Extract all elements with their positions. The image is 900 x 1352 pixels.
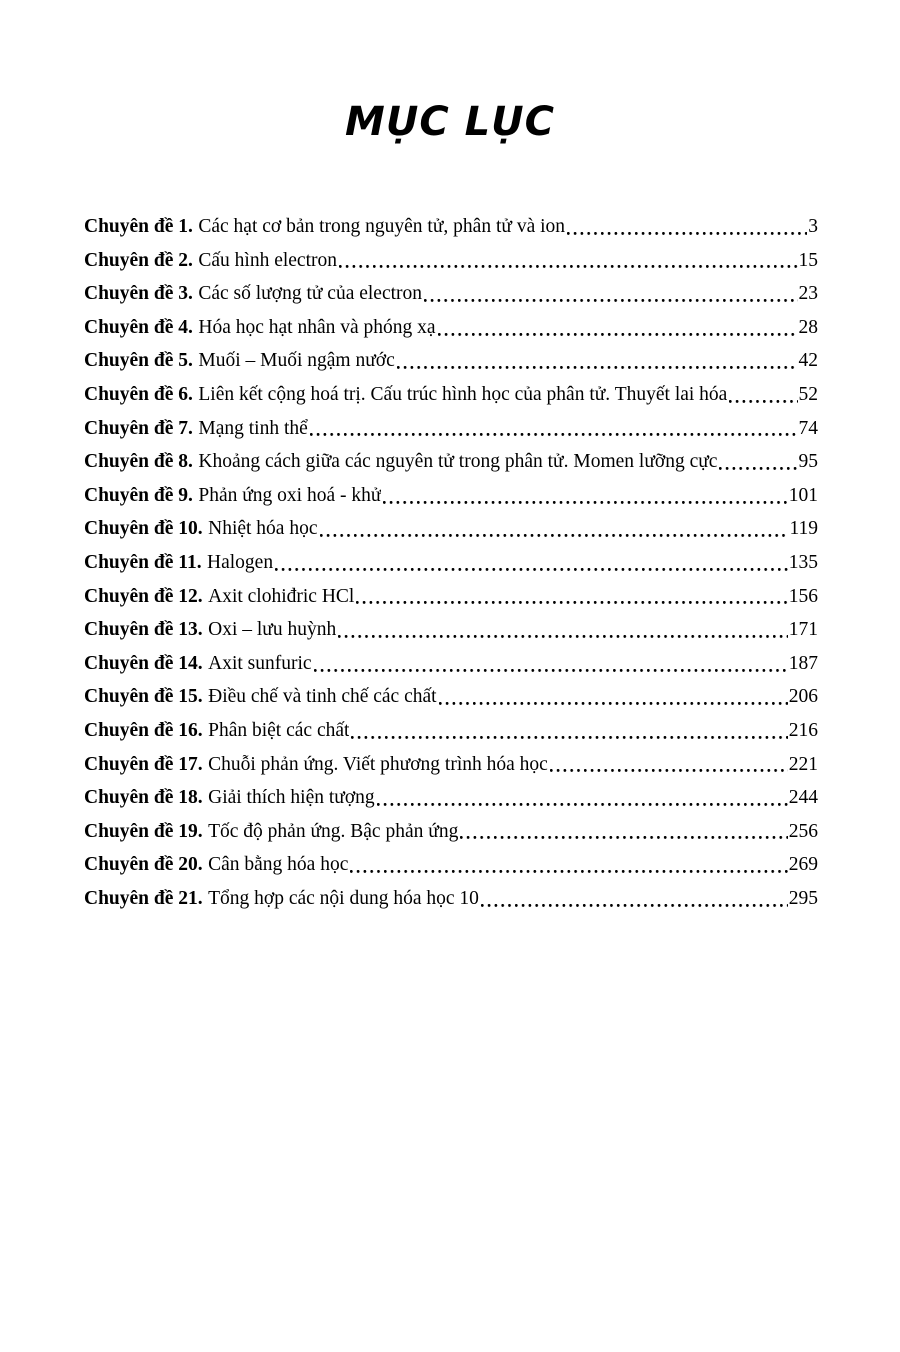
- toc-entry-title: Phản ứng oxi hoá - khử: [198, 484, 382, 506]
- toc-entry-label: Chuyên đề 21.: [84, 887, 203, 909]
- toc-entry-page: 15: [798, 249, 818, 271]
- toc-entry-label: Chuyên đề 12.: [84, 585, 203, 607]
- toc-entry-title: Axit clohiđric HCl: [208, 585, 355, 607]
- toc-entry-label: Chuyên đề 16.: [84, 719, 203, 741]
- toc-entry[interactable]: [84, 781, 818, 815]
- toc-entry-page: 156: [788, 585, 818, 607]
- toc-entry-title: Giải thích hiện tượng: [208, 787, 375, 809]
- toc-entry-label: Chuyên đề 8.: [84, 451, 193, 473]
- toc-entry-label: Chuyên đề 14.: [84, 652, 203, 674]
- dot-leader-icon: [424, 277, 797, 311]
- dot-leader-icon: [439, 680, 788, 714]
- toc-entry[interactable]: [84, 210, 818, 244]
- toc-entry[interactable]: [84, 580, 818, 614]
- toc-entry-page: 119: [789, 518, 818, 540]
- toc-entry[interactable]: [84, 815, 818, 849]
- toc-entry-label: Chuyên đề 2.: [84, 249, 193, 271]
- toc-entry-label: Chuyên đề 20.: [84, 854, 203, 876]
- toc-entry-label: Chuyên đề 17.: [84, 753, 203, 775]
- toc-entry-label: Chuyên đề 4.: [84, 316, 193, 338]
- dot-leader-icon: [550, 748, 788, 782]
- toc-entry-title: Axit sunfuric: [208, 652, 312, 674]
- toc-entry-page: 95: [798, 451, 818, 473]
- toc-entry-title: Khoảng cách giữa các nguyên tử trong phân tử. Momen lưỡng cực: [198, 451, 718, 473]
- toc-entry[interactable]: [84, 479, 818, 513]
- toc-entry-page: 171: [788, 619, 818, 641]
- toc-entry[interactable]: [84, 311, 818, 345]
- toc-entry[interactable]: [84, 445, 818, 479]
- toc-entry[interactable]: [84, 277, 818, 311]
- dot-leader-icon: [460, 815, 787, 849]
- toc-entry-page: 256: [788, 820, 818, 842]
- toc-entry-title: Halogen: [207, 551, 274, 573]
- toc-entry-label: Chuyên đề 18.: [84, 787, 203, 809]
- toc-entry[interactable]: [84, 882, 818, 916]
- toc-entry[interactable]: [84, 748, 818, 782]
- toc-entry-page: 3: [808, 216, 818, 237]
- toc-entry-label: Chuyên đề 6.: [84, 383, 193, 405]
- dot-leader-icon: [275, 546, 788, 580]
- toc-entry-page: 244: [788, 787, 818, 809]
- toc-entry-page: 42: [798, 350, 818, 372]
- toc-entry[interactable]: [84, 244, 818, 278]
- toc-entry-title: Mạng tinh thể: [198, 417, 308, 439]
- toc-entry[interactable]: [84, 378, 818, 412]
- toc-entry-title: Cấu hình electron: [198, 249, 337, 271]
- toc-entry[interactable]: [84, 680, 818, 714]
- toc-entry-page: 74: [798, 417, 818, 439]
- table-of-contents: [84, 210, 818, 915]
- toc-entry-page: 101: [788, 484, 818, 506]
- toc-entry-label: Chuyên đề 7.: [84, 417, 193, 439]
- toc-entry-page: 52: [798, 383, 818, 405]
- toc-entry-label: Chuyên đề 15.: [84, 686, 203, 708]
- toc-entry-label: Chuyên đề 3.: [84, 283, 193, 305]
- toc-entry-label: Chuyên đề 5.: [84, 350, 193, 372]
- dot-leader-icon: [356, 580, 787, 614]
- toc-entry-title: Nhiệt hóa học: [208, 518, 318, 540]
- dot-leader-icon: [567, 210, 807, 244]
- dot-leader-icon: [314, 647, 788, 681]
- toc-entry-label: Chuyên đề 19.: [84, 820, 203, 842]
- dot-leader-icon: [729, 378, 797, 412]
- dot-leader-icon: [338, 613, 788, 647]
- toc-entry[interactable]: [84, 613, 818, 647]
- toc-entry[interactable]: [84, 512, 818, 546]
- toc-entry-page: 216: [788, 719, 818, 741]
- toc-entry-title: Các số lượng tử của electron: [198, 283, 423, 305]
- toc-entry-label: Chuyên đề 13.: [84, 619, 203, 641]
- toc-entry-title: Phân biệt các chất: [208, 719, 350, 741]
- dot-leader-icon: [719, 445, 797, 479]
- toc-entry[interactable]: [84, 546, 818, 580]
- toc-entry-title: Liên kết cộng hoá trị. Cấu trúc hình học của phân tử. Thuyết lai hóa: [198, 383, 728, 405]
- dot-leader-icon: [350, 848, 787, 882]
- toc-entry-title: Các hạt cơ bản trong nguyên tử, phân tử và ion: [198, 216, 566, 237]
- toc-entry-label: Chuyên đề 1.: [84, 216, 193, 237]
- toc-entry[interactable]: [84, 714, 818, 748]
- toc-entry-title: Hóa học hạt nhân và phóng xạ: [198, 316, 436, 338]
- toc-entry-page: 23: [798, 283, 818, 305]
- dot-leader-icon: [351, 714, 787, 748]
- toc-entry[interactable]: [84, 412, 818, 446]
- toc-entry-title: Cân bằng hóa học: [208, 854, 349, 876]
- toc-entry-label: Chuyên đề 10.: [84, 518, 203, 540]
- dot-leader-icon: [481, 882, 788, 916]
- toc-entry-page: 206: [788, 686, 818, 708]
- toc-entry-page: 187: [788, 652, 818, 674]
- toc-entry-title: Điều chế và tinh chế các chất: [208, 686, 437, 708]
- toc-entry[interactable]: [84, 848, 818, 882]
- toc-entry-title: Tổng hợp các nội dung hóa học 10: [208, 887, 479, 909]
- dot-leader-icon: [397, 344, 798, 378]
- toc-entry-title: Muối – Muối ngậm nước: [198, 350, 395, 372]
- page-title: MỤC LỤC: [345, 99, 555, 145]
- toc-entry-label: Chuyên đề 9.: [84, 484, 193, 506]
- toc-entry-label: Chuyên đề 11.: [84, 551, 202, 573]
- dot-leader-icon: [339, 244, 798, 278]
- dot-leader-icon: [320, 512, 789, 546]
- toc-entry[interactable]: [84, 647, 818, 681]
- toc-entry-page: 269: [788, 854, 818, 876]
- dot-leader-icon: [383, 479, 787, 513]
- toc-entry-page: 28: [798, 316, 818, 338]
- toc-entry[interactable]: [84, 344, 818, 378]
- dot-leader-icon: [438, 311, 798, 345]
- toc-entry-title: Oxi – lưu huỳnh: [208, 619, 337, 641]
- toc-entry-page: 295: [788, 887, 818, 909]
- toc-entry-page: 221: [788, 753, 818, 775]
- toc-entry-title: Chuỗi phản ứng. Viết phương trình hóa học: [208, 753, 548, 775]
- toc-entry-title: Tốc độ phản ứng. Bậc phản ứng: [208, 820, 459, 842]
- toc-entry-page: 135: [788, 551, 818, 573]
- dot-leader-icon: [377, 781, 788, 815]
- dot-leader-icon: [310, 412, 798, 446]
